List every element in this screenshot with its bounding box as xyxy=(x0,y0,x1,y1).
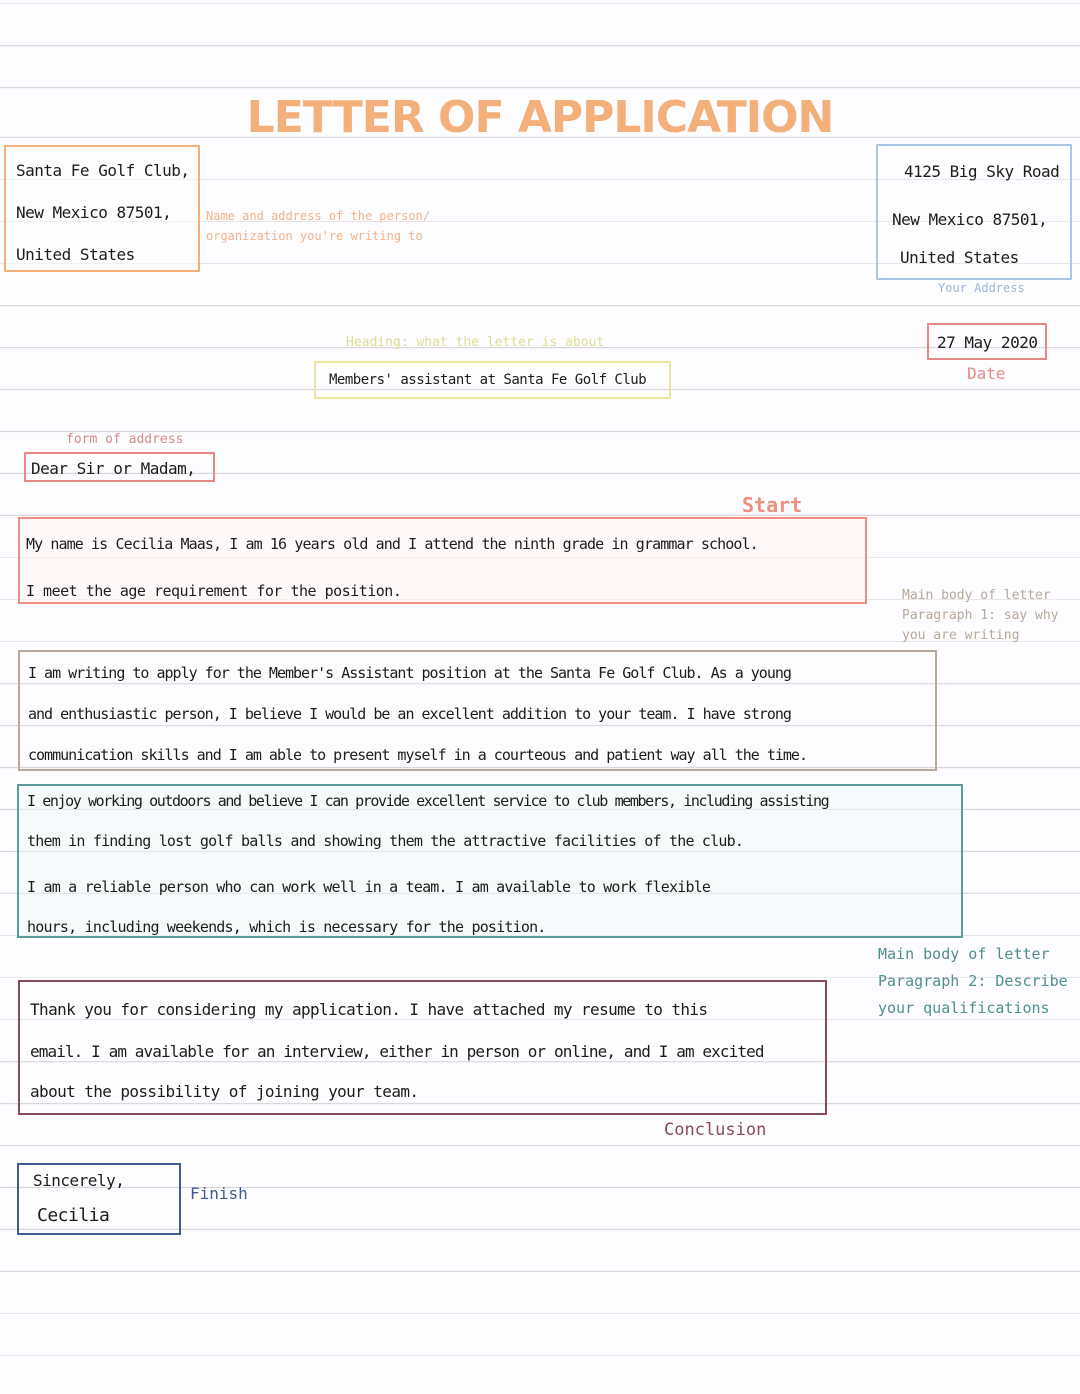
paragraph-2-box xyxy=(17,784,963,938)
sender-note: Your Address xyxy=(938,281,1025,295)
recipient-line-3: United States xyxy=(16,245,135,264)
closing-box xyxy=(17,1163,181,1235)
paragraph-2-line-2: them in finding lost golf balls and showing them the attractive facilities of the club. xyxy=(27,832,744,850)
date-note: Date xyxy=(967,364,1006,383)
paragraph-2-line-1: I enjoy working outdoors and believe I can provide excellent service to club members, including assisting xyxy=(27,792,829,810)
paragraph-2-note-line-1: Main body of letter xyxy=(878,945,1050,963)
date-value: 27 May 2020 xyxy=(937,333,1038,352)
conclusion-label: Conclusion xyxy=(664,1120,767,1140)
start-line-2: I meet the age requirement for the position. xyxy=(26,582,402,600)
paragraph-2-line-3: I am a reliable person who can work well in a team. I am available to work flexible xyxy=(27,878,711,896)
start-box xyxy=(18,517,867,604)
sender-line-1: 4125 Big Sky Road xyxy=(904,162,1060,181)
date-box xyxy=(927,323,1047,360)
paragraph-2-note xyxy=(878,941,1068,1022)
salutation-text: Dear Sir or Madam, xyxy=(31,459,196,478)
salutation-box xyxy=(24,452,215,482)
sender-line-2: New Mexico 87501, xyxy=(892,210,1048,229)
conclusion-line-1: Thank you for considering my application. I have attached my resume to this xyxy=(30,1000,708,1019)
paragraph-1-line-1: I am writing to apply for the Member's Assistant position at the Santa Fe Golf Club. As a young xyxy=(28,664,791,682)
conclusion-box xyxy=(18,980,827,1115)
paragraph-2-note-line-2: Paragraph 2: Describe xyxy=(878,972,1068,990)
recipient-note-line-1: Name and address of the person/ xyxy=(206,209,430,223)
paragraph-1-line-2: and enthusiastic person, I believe I would be an excellent addition to your team. I have strong xyxy=(28,705,791,723)
page-title: LETTER OF APPLICATION xyxy=(246,92,834,143)
paragraph-2-line-4: hours, including weekends, which is necessary for the position. xyxy=(27,918,546,936)
heading-note: Heading: what the letter is about xyxy=(346,335,605,350)
paragraph-1-note-line-2: Paragraph 1: say why xyxy=(902,608,1059,623)
start-line-1: My name is Cecilia Maas, I am 16 years old and I attend the ninth grade in grammar school. xyxy=(26,535,758,553)
recipient-line-1: Santa Fe Golf Club, xyxy=(16,161,190,180)
paragraph-1-line-3: communication skills and I am able to present myself in a courteous and patient way all the time. xyxy=(28,746,807,764)
recipient-note xyxy=(206,206,430,246)
recipient-line-2: New Mexico 87501, xyxy=(16,203,172,222)
closing-signature: Cecilia xyxy=(37,1205,110,1226)
recipient-address-box xyxy=(4,145,200,272)
paragraph-1-note xyxy=(902,586,1059,646)
closing-line-1: Sincerely, xyxy=(33,1171,125,1190)
recipient-note-line-2: organization you're writing to xyxy=(206,229,423,243)
start-label: Start xyxy=(742,493,803,517)
sender-address-box xyxy=(876,144,1072,280)
paragraph-1-note-line-1: Main body of letter xyxy=(902,588,1051,603)
conclusion-line-2: email. I am available for an interview, either in person or online, and I am excited xyxy=(30,1042,764,1061)
paragraph-2-note-line-3: your qualifications xyxy=(878,999,1050,1017)
paragraph-1-box xyxy=(18,650,937,771)
finish-label: Finish xyxy=(190,1184,248,1203)
salutation-note: form of address xyxy=(66,432,184,447)
conclusion-line-3: about the possibility of joining your team. xyxy=(30,1082,419,1101)
paragraph-1-note-line-3: you are writing xyxy=(902,628,1020,643)
heading-box xyxy=(314,361,671,399)
sender-line-3: United States xyxy=(900,248,1019,267)
heading-text: Members' assistant at Santa Fe Golf Club xyxy=(329,372,647,388)
